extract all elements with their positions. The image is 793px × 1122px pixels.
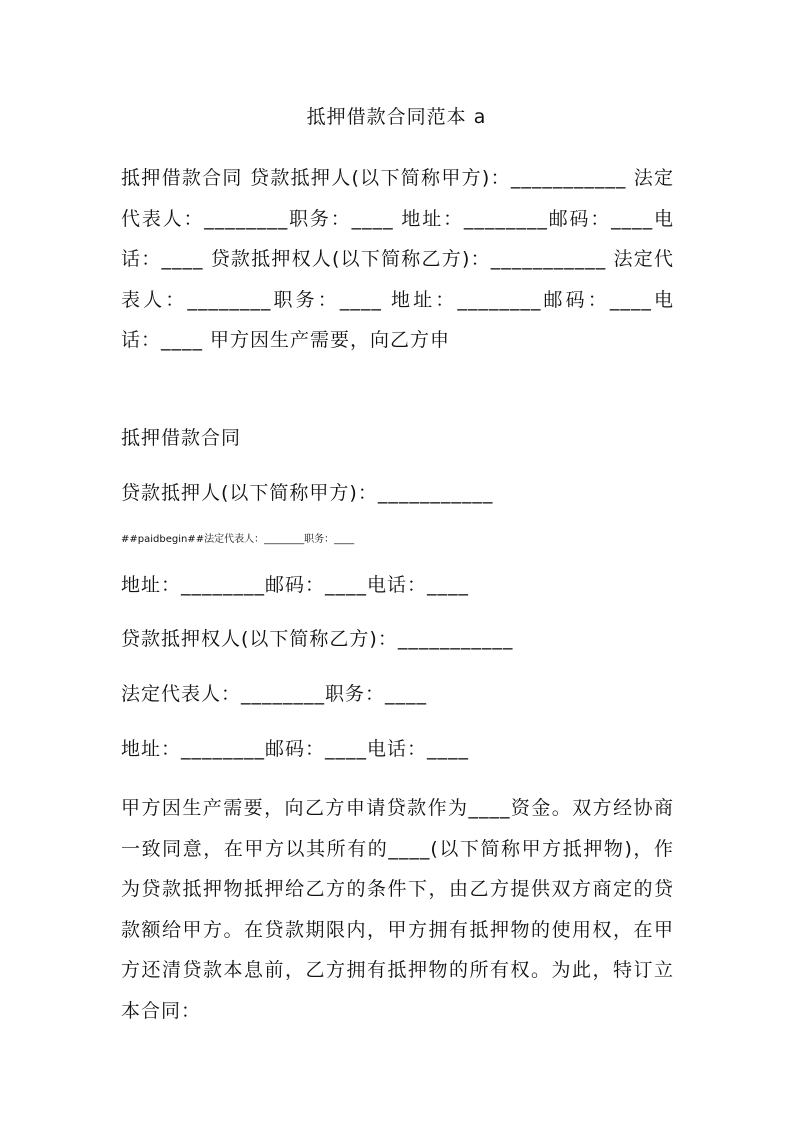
party-b-rep-line: 法定代表人：________职务：____ xyxy=(121,683,428,705)
document-title: 抵押借款合同范本 a xyxy=(306,106,487,128)
body-paragraph: 甲方因生产需要，向乙方申请贷款作为____资金。双方经协商一致同意，在甲方以其所有的____(以下简称甲方抵押物)，作为贷款抵押物抵押给乙方的条件下，由乙方提供双方商定的贷款额给甲方。在贷款期限内，甲方拥有抵押物的使用权，在甲方还清贷款本息前，乙方拥有抵押物的所有权。为此，特订立本合同： xyxy=(121,797,674,1022)
party-b-line: 贷款抵押权人(以下简称乙方)：___________ xyxy=(121,628,514,650)
intro-paragraph: 抵押借款合同 贷款抵押人(以下简称甲方)：___________ 法定代表人：________职务：____ 地址：________邮码：____电话：____ 贷款抵押权人(以下简称乙方)：___________ 法定代表人：________职务：____ 地址：________邮码：____电话：____ 甲方因生产需要，向乙方申 xyxy=(121,167,674,351)
party-a-line: 贷款抵押人(以下简称甲方)：___________ xyxy=(121,482,494,504)
contract-heading: 抵押借款合同 xyxy=(121,427,242,449)
marker-line: ##paidbegin##法定代表人：________职务：____ xyxy=(121,534,355,545)
party-b-address-line: 地址：________邮码：____电话：____ xyxy=(121,738,470,760)
party-a-address-line: 地址：________邮码：____电话：____ xyxy=(121,574,470,596)
